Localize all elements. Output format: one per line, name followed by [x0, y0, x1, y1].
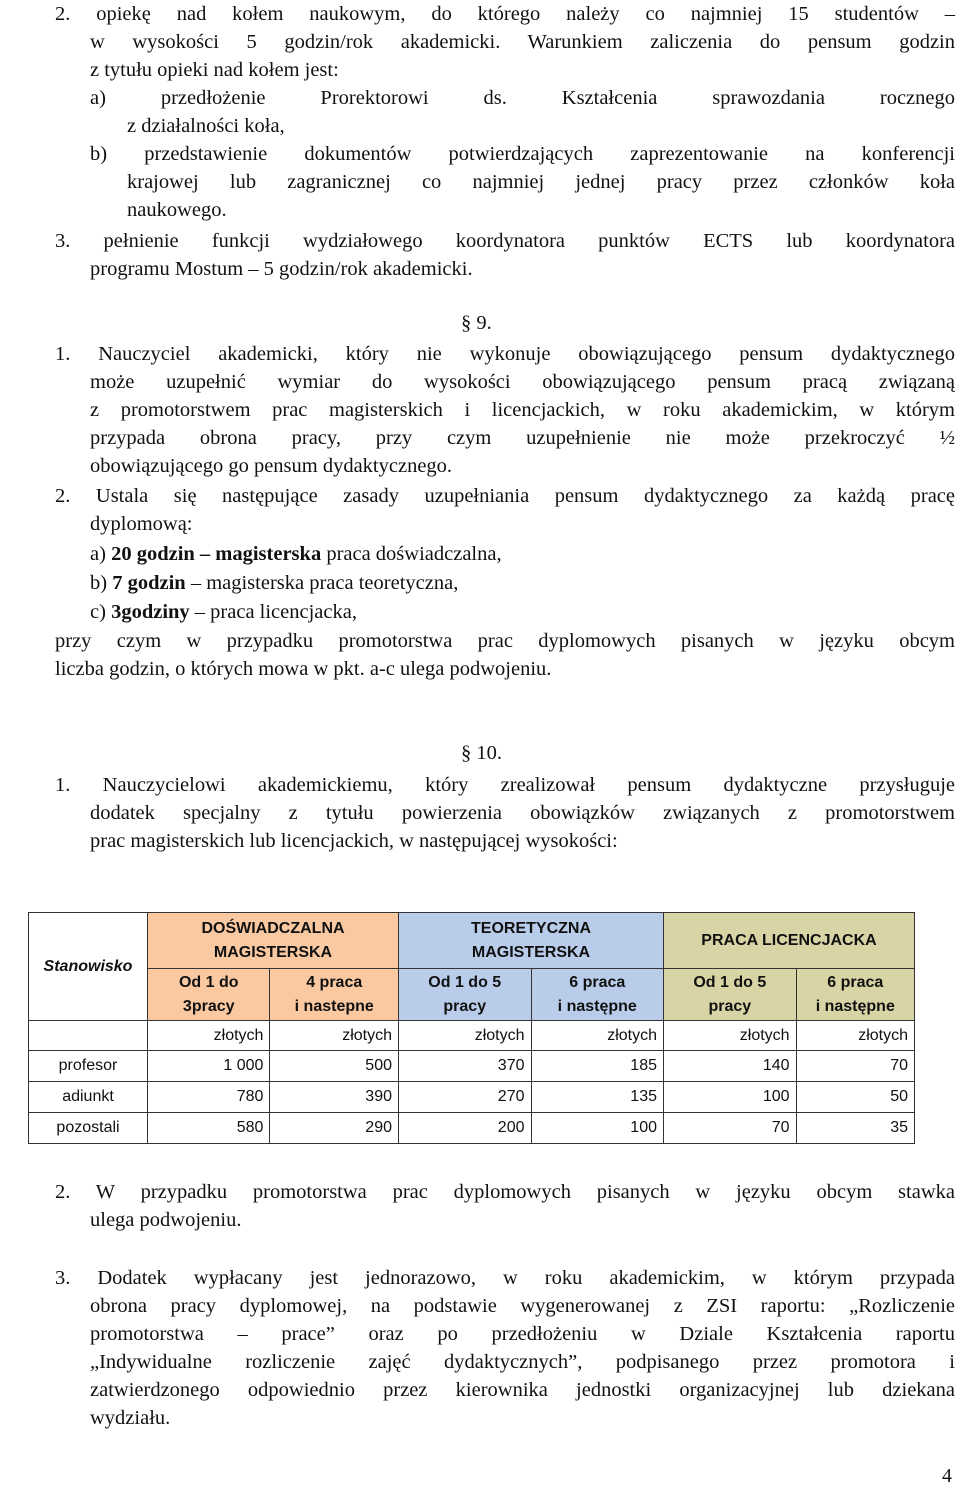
- unit-cell: złotych: [664, 1021, 797, 1051]
- text-line: przy czym w przypadku promotorstwa prac dyplomowych pisanych w języku obcym: [55, 630, 955, 652]
- text-line: przypada obrona pracy, przy czym uzupełnienie nie może przekroczyć ½: [90, 427, 955, 449]
- table-row: [29, 1113, 915, 1144]
- text-line: „Indywidualne rozliczenie zajęć dydaktycznych”, podpisanego przez promotora i: [90, 1351, 955, 1373]
- value-cell: 70: [664, 1113, 797, 1144]
- text-line: b) przedstawienie dokumentów potwierdzających zaprezentowanie na konferencji: [90, 143, 955, 165]
- value-cell: 50: [796, 1082, 914, 1113]
- text-line: 1. Nauczycielowi akademickiemu, który zrealizował pensum dydaktyczne przysługuje: [55, 774, 955, 796]
- text-line: obowiązującego go pensum dydaktycznego.: [90, 455, 453, 477]
- position-cell: pozostali: [29, 1113, 148, 1144]
- section-heading-9: § 9.: [461, 312, 492, 334]
- text-line: a) przedłożenie Prorektorowi ds. Kształcenia sprawozdania rocznego: [90, 87, 955, 109]
- text-line: ulega podwojeniu.: [90, 1209, 242, 1231]
- text-line: obrona pracy dyplomowej, na podstawie wygenerowanej z ZSI raportu: „Rozliczenie: [90, 1295, 955, 1317]
- sub-header: 6 praca i następne: [531, 969, 664, 1021]
- position-cell: profesor: [29, 1051, 148, 1082]
- text-line: dodatek specjalny z tytułu powierzenia obowiązków związanych z promotorstwem: [90, 802, 955, 824]
- text-line: z promotorstwem prac magisterskich i licencjackich, w roku akademickim, w którym: [90, 399, 955, 421]
- text-line: 3. Dodatek wypłacany jest jednorazowo, w roku akademickim, w którym przypada: [55, 1267, 955, 1289]
- unit-cell: złotych: [399, 1021, 532, 1051]
- text-line: z działalności koła,: [127, 115, 285, 137]
- text-line: promotorstwa – prace” oraz po przedłożeniu w Dziale Kształcenia raportu: [90, 1323, 955, 1345]
- sub-header: Od 1 do 5 pracy: [399, 969, 532, 1021]
- header-group-licencjacka: PRACA LICENCJACKA: [664, 913, 915, 969]
- header-group-teoretyczna: TEORETYCZNA MAGISTERSKA: [399, 913, 664, 969]
- value-cell: 135: [531, 1082, 664, 1113]
- header-group-doswiadczalna: DOŚWIADCZALNA MAGISTERSKA: [148, 913, 399, 969]
- table-row: [29, 1082, 915, 1113]
- position-cell: adiunkt: [29, 1082, 148, 1113]
- unit-cell: złotych: [270, 1021, 399, 1051]
- list-item-a: a) 20 godzin – magisterska praca doświadczalna,: [90, 543, 502, 565]
- value-cell: 185: [531, 1051, 664, 1082]
- unit-row: [29, 1021, 915, 1051]
- list-item-b: b) 7 godzin – magisterska praca teoretyczna,: [90, 572, 459, 594]
- value-cell: 500: [270, 1051, 399, 1082]
- sub-header: Od 1 do 5 pracy: [664, 969, 797, 1021]
- unit-cell: złotych: [796, 1021, 914, 1051]
- text-line: w wysokości 5 godzin/rok akademicki. Warunkiem zaliczenia do pensum godzin: [90, 31, 955, 53]
- allowance-table: [28, 912, 915, 1144]
- text-line: prac magisterskich lub licencjackich, w następującej wysokości:: [90, 830, 618, 852]
- text-line: 1. Nauczyciel akademicki, który nie wykonuje obowiązującego pensum dydaktycznego: [55, 343, 955, 365]
- value-cell: 100: [664, 1082, 797, 1113]
- value-cell: 140: [664, 1051, 797, 1082]
- value-cell: 35: [796, 1113, 914, 1144]
- sub-header: 4 praca i nastepne: [270, 969, 399, 1021]
- text-line: liczba godzin, o których mowa w pkt. a-c ulega podwojeniu.: [55, 658, 552, 680]
- value-cell: 370: [399, 1051, 532, 1082]
- text-line: 3. pełnienie funkcji wydziałowego koordynatora punktów ECTS lub koordynatora: [55, 230, 955, 252]
- value-cell: 100: [531, 1113, 664, 1144]
- value-cell: 70: [796, 1051, 914, 1082]
- text-line: naukowego.: [127, 199, 227, 221]
- sub-header: Od 1 do 3pracy: [148, 969, 270, 1021]
- header-stanowisko: Stanowisko: [29, 913, 148, 1021]
- text-line: 2. W przypadku promotorstwa prac dyplomowych pisanych w języku obcym stawka: [55, 1181, 955, 1203]
- empty-cell: [29, 1021, 148, 1051]
- value-cell: 780: [148, 1082, 270, 1113]
- text-line: może uzupełnić wymiar do wysokości obowiązującego pensum pracą związaną: [90, 371, 955, 393]
- text-line: z tytułu opieki nad kołem jest:: [90, 59, 339, 81]
- text-line: 2. opiekę nad kołem naukowym, do którego należy co najmniej 15 studentów –: [55, 3, 955, 25]
- table-row: [29, 1051, 915, 1082]
- value-cell: 1 000: [148, 1051, 270, 1082]
- list-item-c: c) 3godziny – praca licencjacka,: [90, 601, 357, 623]
- page-number: 4: [942, 1465, 952, 1487]
- value-cell: 270: [399, 1082, 532, 1113]
- value-cell: 290: [270, 1113, 399, 1144]
- sub-header: 6 praca i następne: [796, 969, 914, 1021]
- text-line: programu Mostum – 5 godzin/rok akademicki.: [90, 258, 473, 280]
- value-cell: 580: [148, 1113, 270, 1144]
- text-line: wydziału.: [90, 1407, 171, 1429]
- section-heading-10: § 10.: [461, 742, 502, 764]
- text-line: 2. Ustala się następujące zasady uzupełniania pensum dydaktycznego za każdą pracę: [55, 485, 955, 507]
- value-cell: 200: [399, 1113, 532, 1144]
- unit-cell: złotych: [531, 1021, 664, 1051]
- unit-cell: złotych: [148, 1021, 270, 1051]
- text-line: zatwierdzonego odpowiednio przez kierownika jednostki organizacyjnej lub dziekana: [90, 1379, 955, 1401]
- text-line: krajowej lub zagranicznej co najmniej jednej pracy przez członków koła: [127, 171, 955, 193]
- text-line: dyplomową:: [90, 513, 193, 535]
- value-cell: 390: [270, 1082, 399, 1113]
